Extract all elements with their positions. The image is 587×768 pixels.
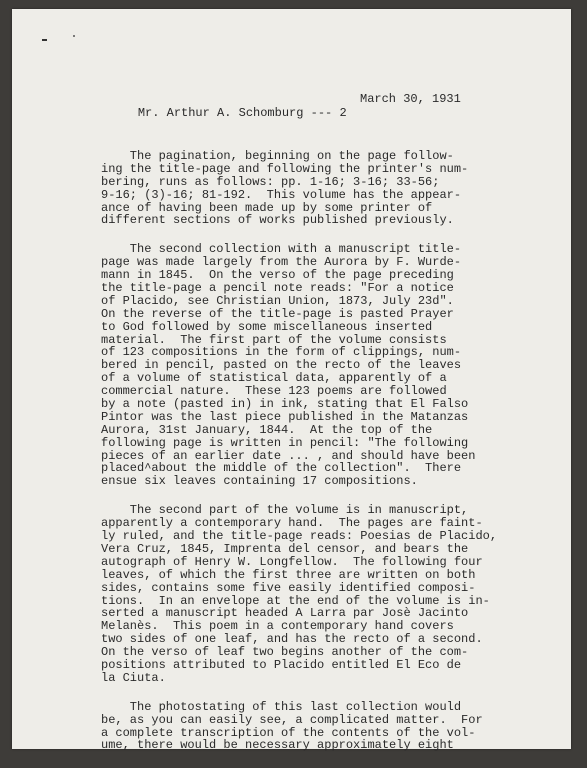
text-line: On the reverse of the title-page is pasted Prayer [101,306,454,321]
text-line: to God followed by some miscellaneous inserted [101,319,433,334]
text-line: mann in 1845. On the verso of the page preceding [101,268,454,283]
text-line: leaves, of which the first three are written on both [101,567,476,582]
paragraph-manuscript [101,504,521,684]
paragraph-second-collection [101,243,521,488]
text-line: tions. In an envelope at the end of the volume is in- [101,593,490,608]
text-line: On the verso of leaf two begins another of the com- [101,645,469,660]
document-page [12,9,571,753]
text-line: The second part of the volume is in manuscript, [101,503,469,518]
text-line: of Placido, see Christian Union, 1873, July 23d". [101,293,454,308]
text-line: pieces of an earlier date ... , and should have been [101,448,476,463]
text-line: placed^about the middle of the collection". There [101,461,462,476]
text-line: different sections of works published previously. [101,213,454,228]
text-line: of a volume of statistical data, apparently of a [101,371,447,386]
text-line: Melanès. This poem in a contemporary hand covers [101,619,454,634]
text-line: The pagination, beginning on the page follow- [101,149,454,163]
paragraph-photostating [101,701,521,753]
addressee-line: Mr. Arthur A. Schomburg --- 2 [137,106,347,120]
text-line: ume, there would be necessary approximately eight [101,738,454,753]
text-line: la Ciuta. [101,670,166,685]
text-line: Vera Cruz, 1845, Imprenta del censor, and bears the [101,541,469,556]
text-line: positions attributed to Placido entitled El Eco de [101,657,462,672]
text-line: 9-16; (3)-16; 81-192. This volume has the appear- [101,187,462,202]
ink-dot [73,35,75,37]
paragraph-pagination [101,150,521,227]
text-line: following page is written in pencil: "The following [101,435,469,450]
text-line: be, as you can easily see, a complicated matter. For [101,712,483,727]
text-line: The photostating of this last collection would [101,699,462,714]
text-line: material. The first part of the volume consists [101,332,447,347]
text-line: The second collection with a manuscript title- [101,242,462,257]
text-line: autograph of Henry W. Longfellow. The following four [101,554,483,569]
text-line: ly ruled, and the title-page reads: Poesias de Placido, [101,529,498,544]
text-line: bered in pencil, pasted on the recto of the leaves [101,358,462,373]
text-line: of 123 compositions in the form of clippings, num- [101,345,462,360]
ink-mark [42,39,47,41]
letter-date: March 30, 1931 [360,92,461,106]
text-line: ensue six leaves containing 17 compositions. [101,474,418,489]
letter-header [109,92,461,148]
text-line: sides, contains some five easily identified composi- [101,580,476,595]
text-line: ing the title-page and following the printer's num- [101,161,469,176]
text-line: page was made largely from the Aurora by F. Wurde- [101,255,462,270]
text-line: by a note (pasted in) in ink, stating that El Falso [101,397,469,412]
text-line: serted a manuscript headed A Larra par Josè Jacinto [101,606,469,621]
text-line: commercial nature. These 123 poems are followed [101,384,447,399]
text-line: ance of having been made up by some printer of [101,200,433,215]
text-line: apparently a contemporary hand. The pages are faint- [101,516,483,531]
text-line: two sides of one leaf, and has the recto of a second. [101,632,483,647]
text-line: the title-page a pencil note reads: "For a notice [101,281,454,296]
text-line: Aurora, 31st January, 1844. At the top of the [101,422,433,437]
text-line: Pintor was the last piece published in the Matanzas [101,409,469,424]
text-line: a complete transcription of the contents of the vol- [101,725,476,740]
letter-body [101,150,521,768]
text-line: bering, runs as follows: pp. 1-16; 3-16; 33-56; [101,174,440,189]
